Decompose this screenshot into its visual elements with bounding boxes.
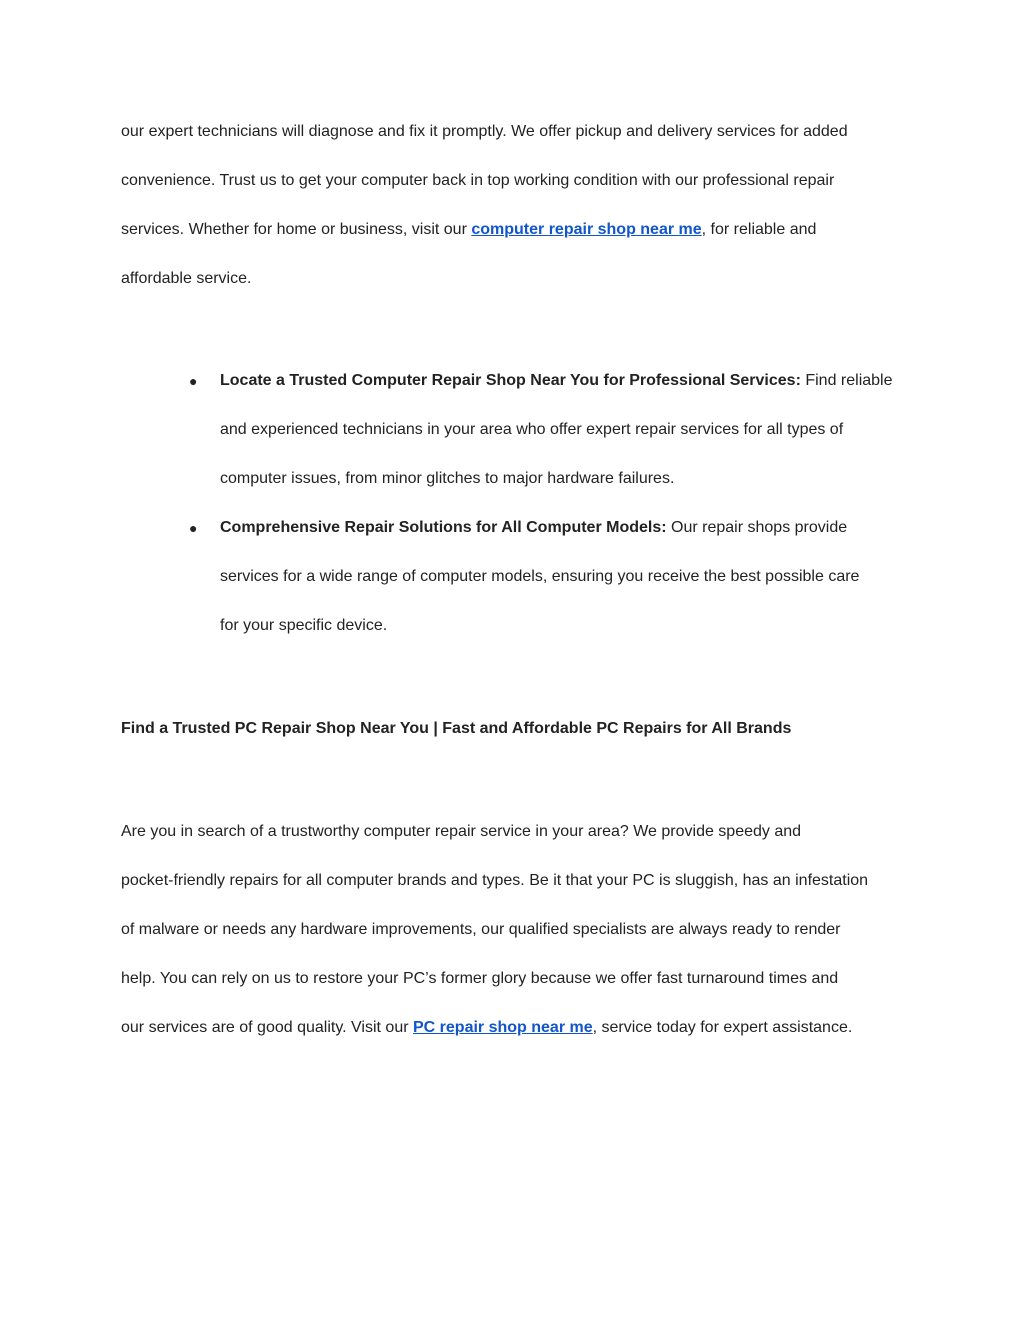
bullet-1-text: Find reliable	[800, 372, 893, 389]
intro-line-3-text: services. Whether for home or business, visit our	[121, 221, 472, 238]
intro-line-3	[121, 220, 816, 240]
bullet-2-line-3: for your specific device.	[220, 617, 388, 634]
intro-line-2: convenience. Trust us to get your computer back in top working condition with our professional repair	[121, 172, 835, 189]
bullet-dot-1: ●	[189, 373, 198, 389]
intro-line-3-tail: , for reliable and	[701, 221, 817, 238]
computer-repair-shop-link[interactable]: computer repair shop near me	[471, 221, 702, 238]
bullet-1-line-1	[220, 371, 893, 391]
section-line-5-text: our services are of good quality. Visit our	[121, 1019, 413, 1036]
section-line-5	[121, 1018, 852, 1038]
section-line-1: Are you in search of a trustworthy computer repair service in your area? We provide speedy and	[121, 823, 802, 840]
bullet-1-line-3: computer issues, from minor glitches to major hardware failures.	[220, 470, 675, 487]
pc-repair-shop-link[interactable]: PC repair shop near me	[413, 1019, 593, 1036]
intro-line-1: our expert technicians will diagnose and fix it promptly. We offer pickup and delivery services for added	[121, 123, 848, 140]
section-line-5-tail: , service today for expert assistance.	[592, 1019, 853, 1036]
bullet-1-title: Locate a Trusted Computer Repair Shop Near You for Professional Services:	[220, 372, 801, 389]
section-line-4: help. You can rely on us to restore your PC’s former glory because we offer fast turnaround times and	[121, 970, 839, 987]
bullet-1-line-2: and experienced technicians in your area who offer expert repair services for all types of	[220, 421, 844, 438]
bullet-2-text: Our repair shops provide	[666, 519, 848, 536]
section-line-2: pocket-friendly repairs for all computer brands and types. Be it that your PC is sluggish, has an infestation	[121, 872, 869, 889]
intro-line-4: affordable service.	[121, 270, 252, 287]
section-line-3: of malware or needs any hardware improvements, our qualified specialists are always ready to render	[121, 921, 841, 938]
section-heading: Find a Trusted PC Repair Shop Near You | Fast and Affordable PC Repairs for All Brands	[121, 720, 792, 737]
bullet-2-title: Comprehensive Repair Solutions for All Computer Models:	[220, 519, 667, 536]
bullet-dot-2: ●	[189, 520, 198, 536]
bullet-2-line-2: services for a wide range of computer models, ensuring you receive the best possible care	[220, 568, 860, 585]
bullet-2-line-1	[220, 518, 847, 538]
